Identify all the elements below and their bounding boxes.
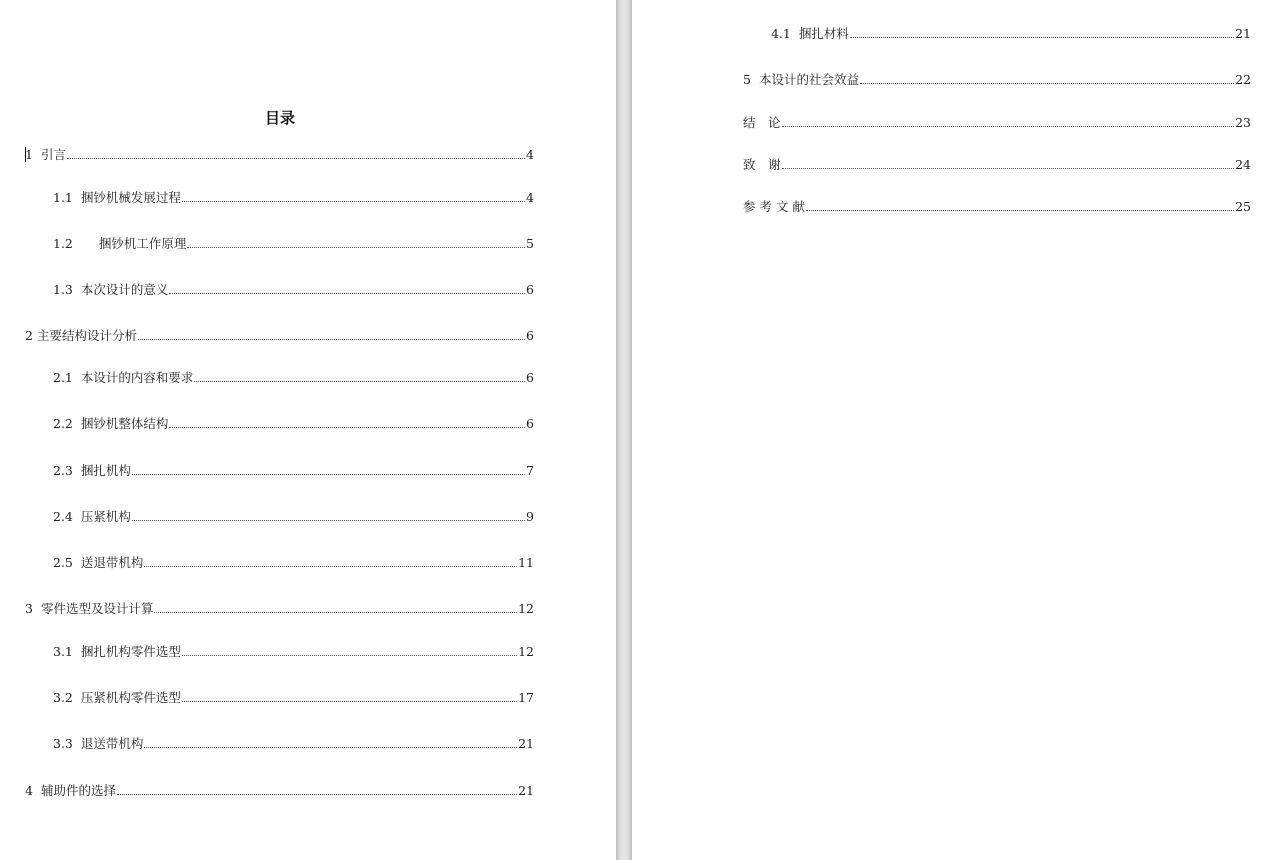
toc-leader-dots bbox=[850, 36, 1234, 38]
toc-entry-number: 1 bbox=[25, 147, 33, 162]
toc-entry[interactable] bbox=[25, 601, 534, 617]
toc-entry-number: 2.1 bbox=[53, 370, 73, 385]
toc-entry-page: 25 bbox=[1235, 199, 1251, 214]
toc-entry[interactable] bbox=[53, 690, 534, 706]
toc-entry-page: 6 bbox=[526, 328, 534, 343]
toc-leader-dots bbox=[132, 473, 525, 475]
toc-entry-page: 23 bbox=[1235, 115, 1251, 130]
toc-entry-label: 结 论 bbox=[743, 115, 781, 130]
toc-entry[interactable] bbox=[25, 783, 534, 799]
right-page bbox=[632, 0, 1262, 860]
toc-entry[interactable] bbox=[25, 328, 534, 344]
toc-entry[interactable] bbox=[743, 72, 1251, 88]
toc-entry-number: 3.2 bbox=[53, 690, 73, 705]
toc-entry-label: 参 考 文 献 bbox=[743, 199, 805, 214]
toc-entry[interactable] bbox=[771, 26, 1251, 42]
toc-entry-page: 22 bbox=[1235, 72, 1251, 87]
toc-entry-label: 捆钞机械发展过程 bbox=[80, 190, 181, 205]
toc-entry-label: 捆扎机构 bbox=[80, 463, 131, 478]
toc-entry-page: 6 bbox=[526, 416, 534, 431]
toc-entry-number: 3.3 bbox=[53, 736, 73, 751]
page-gutter bbox=[616, 0, 632, 860]
toc-entry-label: 主要结构设计分析 bbox=[36, 328, 137, 343]
toc-leader-dots bbox=[194, 380, 525, 382]
toc-leader-dots bbox=[860, 82, 1234, 84]
toc-entry[interactable] bbox=[743, 199, 1251, 215]
toc-entry-page: 21 bbox=[1235, 26, 1251, 41]
toc-entry-page: 24 bbox=[1235, 157, 1251, 172]
toc-entry-page: 4 bbox=[526, 190, 534, 205]
toc-entry-page: 21 bbox=[518, 736, 534, 751]
toc-leader-dots bbox=[182, 700, 517, 702]
toc-entry[interactable] bbox=[53, 463, 534, 479]
toc-entry-label: 捆扎材料 bbox=[798, 26, 849, 41]
toc-leader-dots bbox=[169, 426, 525, 428]
toc-entry-number: 4.1 bbox=[771, 26, 791, 41]
toc-entry[interactable] bbox=[743, 115, 1251, 131]
toc-title: 目录 bbox=[264, 109, 295, 127]
toc-entry-number: 2.2 bbox=[53, 416, 73, 431]
toc-entry-label: 捆钞机整体结构 bbox=[80, 416, 169, 431]
toc-entry-label: 捆钞机工作原理 bbox=[98, 236, 187, 251]
toc-entry[interactable] bbox=[53, 509, 534, 525]
toc-entry-page: 7 bbox=[526, 463, 534, 478]
toc-entry[interactable] bbox=[53, 190, 534, 206]
toc-entry-label: 压紧机构零件选型 bbox=[80, 690, 181, 705]
toc-leader-dots bbox=[132, 519, 525, 521]
toc-entry-page: 6 bbox=[526, 370, 534, 385]
toc-entry-number: 3 bbox=[25, 601, 33, 616]
toc-entry-page: 5 bbox=[526, 236, 534, 251]
toc-entry-number: 1.2 bbox=[53, 236, 73, 251]
toc-leader-dots bbox=[782, 125, 1235, 127]
toc-leader-dots bbox=[117, 793, 517, 795]
toc-entry[interactable] bbox=[53, 644, 534, 660]
toc-entry[interactable] bbox=[53, 282, 534, 298]
toc-leader-dots bbox=[154, 611, 517, 613]
toc-leader-dots bbox=[138, 338, 525, 340]
toc-entry-label: 致 谢 bbox=[743, 157, 781, 172]
toc-entry-label: 引言 bbox=[40, 147, 66, 162]
toc-leader-dots bbox=[182, 200, 525, 202]
toc-leader-dots bbox=[782, 167, 1235, 169]
toc-entry-page: 4 bbox=[526, 147, 534, 162]
toc-leader-dots bbox=[169, 292, 525, 294]
toc-entry[interactable] bbox=[53, 416, 534, 432]
toc-leader-dots bbox=[187, 246, 525, 248]
toc-leader-dots bbox=[144, 746, 517, 748]
toc-entry-label: 辅助件的选择 bbox=[40, 783, 116, 798]
toc-leader-dots bbox=[67, 157, 525, 159]
toc-entry-label: 退送带机构 bbox=[80, 736, 144, 751]
toc-entry-number: 2 bbox=[25, 328, 33, 343]
toc-entry-number: 3.1 bbox=[53, 644, 73, 659]
toc-entry-label: 压紧机构 bbox=[80, 509, 131, 524]
toc-entry-number: 2.4 bbox=[53, 509, 73, 524]
toc-entry-label: 本设计的内容和要求 bbox=[80, 370, 194, 385]
toc-entry-number: 5 bbox=[743, 72, 751, 87]
toc-entry-label: 捆扎机构零件选型 bbox=[80, 644, 181, 659]
toc-entry-number: 2.5 bbox=[53, 555, 73, 570]
toc-entry-label: 送退带机构 bbox=[80, 555, 144, 570]
left-page bbox=[0, 0, 616, 860]
toc-entry-page: 12 bbox=[518, 644, 534, 659]
toc-entry-page: 9 bbox=[526, 509, 534, 524]
toc-leader-dots bbox=[806, 209, 1234, 211]
toc-leader-dots bbox=[144, 565, 517, 567]
toc-entry[interactable] bbox=[53, 370, 534, 386]
toc-entry-number: 4 bbox=[25, 783, 33, 798]
toc-entry-number: 1.1 bbox=[53, 190, 73, 205]
toc-entry-number: 2.3 bbox=[53, 463, 73, 478]
toc-entry[interactable] bbox=[53, 236, 534, 252]
toc-entry[interactable] bbox=[743, 157, 1251, 173]
toc-entry-page: 6 bbox=[526, 282, 534, 297]
toc-entry-page: 17 bbox=[518, 690, 534, 705]
toc-entry-label: 本设计的社会效益 bbox=[758, 72, 859, 87]
toc-entry-page: 21 bbox=[518, 783, 534, 798]
toc-entry-page: 12 bbox=[518, 601, 534, 616]
toc-entry-number: 1.3 bbox=[53, 282, 73, 297]
toc-entry[interactable] bbox=[53, 736, 534, 752]
toc-entry[interactable] bbox=[25, 147, 534, 163]
toc-entry-label: 零件选型及设计计算 bbox=[40, 601, 154, 616]
toc-entry-page: 11 bbox=[518, 555, 534, 570]
toc-entry-label: 本次设计的意义 bbox=[80, 282, 169, 297]
toc-leader-dots bbox=[182, 654, 517, 656]
toc-entry[interactable] bbox=[53, 555, 534, 571]
